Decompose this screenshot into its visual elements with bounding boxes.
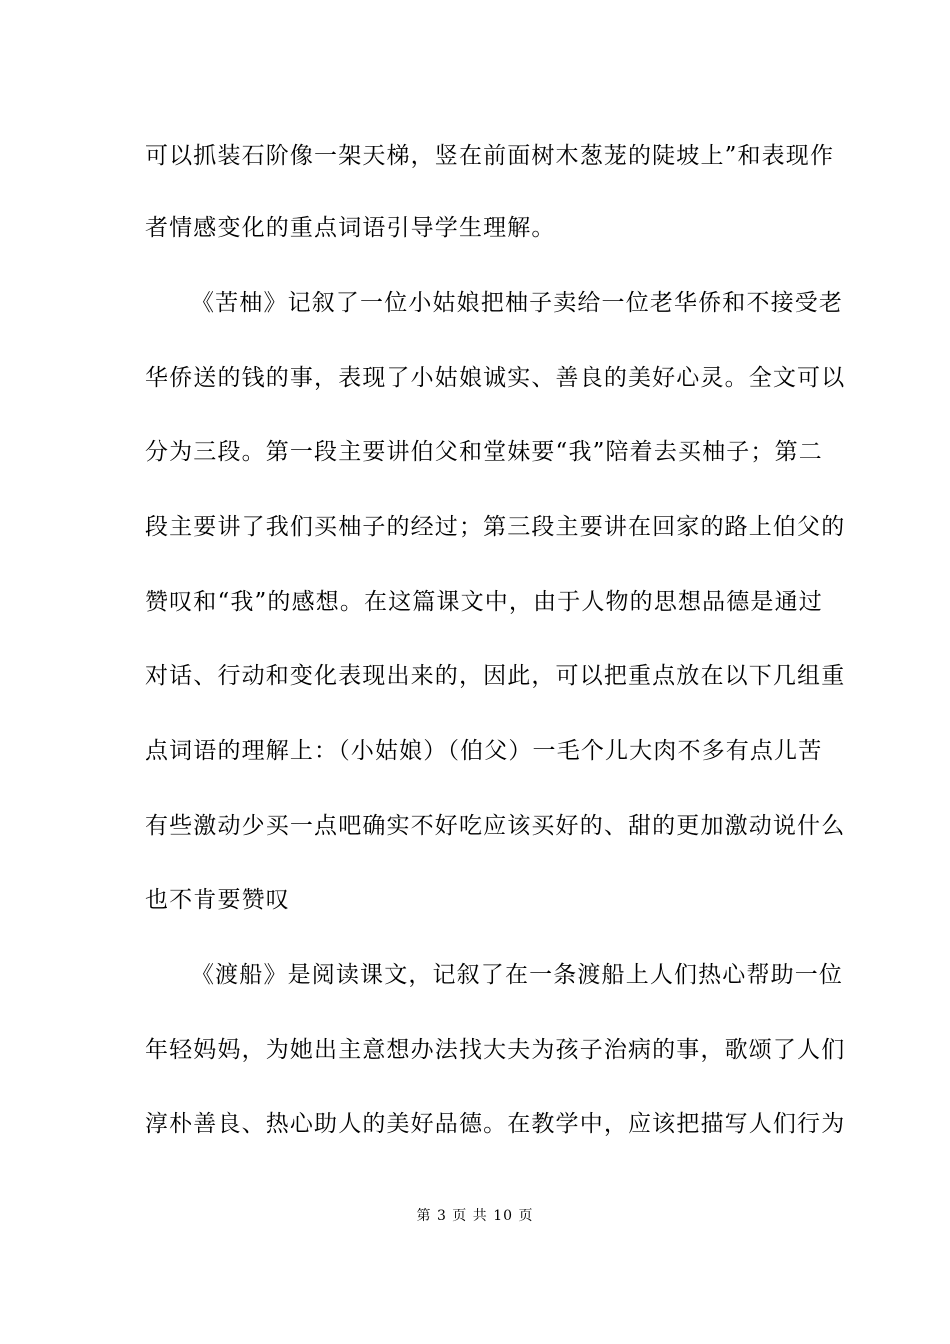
text-line: 也不肯要赞叹 [145, 887, 290, 913]
text-line: 点词语的理解上：（小姑娘）（伯父）一毛个儿大肉不多有点儿苦 [145, 738, 823, 764]
text-line: 者情感变化的重点词语引导学生理解。 [145, 215, 556, 241]
text-line: 可以抓装石阶像一架天梯，竖在前面树木葱茏的陡坡上”和表现作 [145, 143, 835, 169]
text-line: 分为三段。第一段主要讲伯父和堂妹要“我”陪着去买柚子；第二 [145, 439, 823, 465]
text-line: 段主要讲了我们买柚子的经过；第三段主要讲在回家的路上伯父的 [145, 514, 846, 540]
text-line: 年轻妈妈，为她出主意想办法找大夫为孩子治病的事，歌颂了人们 [145, 1037, 846, 1063]
paragraph-start-line: 《渡船》是阅读课文，记叙了在一条渡船上人们热心帮助一位 [191, 962, 844, 988]
text-line: 华侨送的钱的事，表现了小姑娘诚实、善良的美好心灵。全文可以 [145, 365, 846, 391]
page-number-footer: 第 3 页 共 10 页 [416, 1208, 534, 1224]
text-line: 赞叹和“我”的感想。在这篇课文中，由于人物的思想品德是通过 [145, 589, 823, 615]
text-line: 淳朴善良、热心助人的美好品德。在教学中，应该把描写人们行为 [145, 1111, 846, 1137]
text-line: 对话、行动和变化表现出来的，因此，可以把重点放在以下几组重 [145, 663, 846, 689]
text-line: 有些激动少买一点吧确实不好吃应该买好的、甜的更加激动说什么 [145, 813, 846, 839]
paragraph-start-line: 《苦柚》记叙了一位小姑娘把柚子卖给一位老华侨和不接受老 [191, 290, 844, 316]
